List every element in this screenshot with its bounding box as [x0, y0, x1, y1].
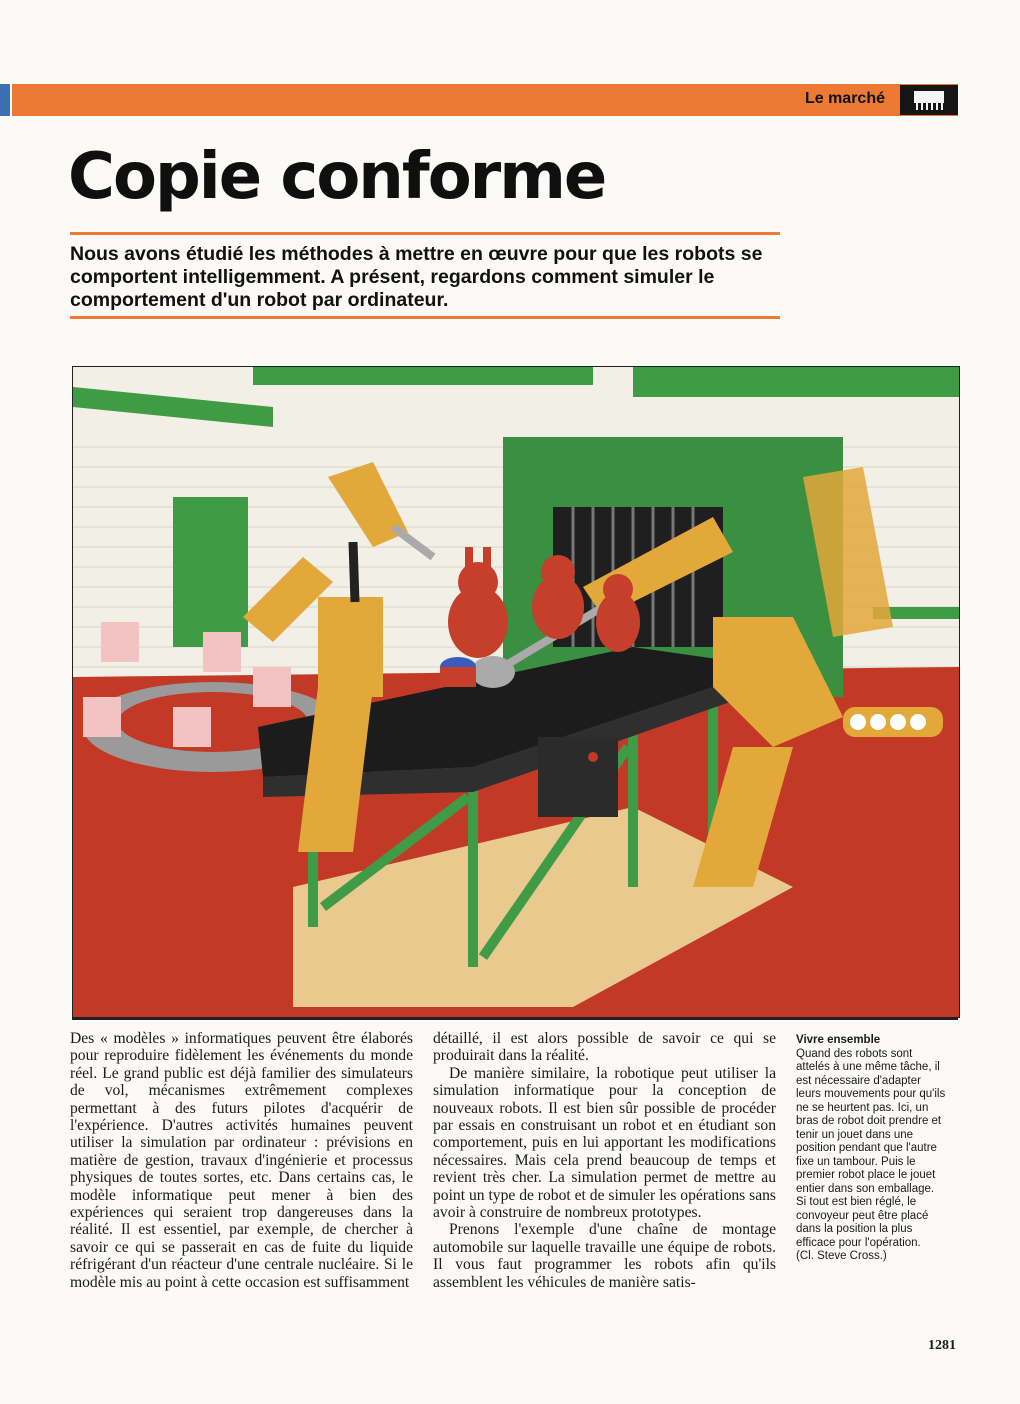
section-label: Le marché [804, 90, 885, 107]
factory-illustration [72, 366, 960, 1018]
lead-rule-top [70, 232, 780, 235]
text-column-1 [70, 1030, 413, 1291]
chip-icon [900, 85, 958, 115]
caption-text: Quand des robots sont attelés à une même tâche, il est nécessaire d'adapter leurs mouvements pour qu'ils ne se heurtent pas. Ici, un bras de robot doit prendre et tenir un jouet dans une position pendant que l'autre fixe un tambour. Puis le premier robot place le jouet entier dans son emballage. Si tout est bien réglé, le convoyeur peut être placé dans la position la plus efficace pour l'opération. [796, 1047, 946, 1249]
paragraph: Des « modèles » informatiques peuvent être élaborés pour reproduire fidèlement les événements du monde réel. Le grand public est déjà familier des simulateurs de vol, mécanismes extrêmement complexes permettant à des futurs pilotes d'acquérir de l'expérience. D'autres activités humaines peuvent utiliser la simulation par ordinateur : prévisions en matière de gestion, travaux d'ingénierie et processus physiques de toutes sortes, etc. Dans certains cas, le modèle informatique peut mener à bien des expériences qui seraient trop dangereuses dans la réalité. Il est essentiel, par exemple, de chercher à savoir ce qui se passerait en cas de fuite du liquide réfrigérant d'un réacteur d'une centrale nucléaire. Si le modèle mis au point à cette occasion est suffisamment [70, 1030, 413, 1291]
photo-credit: (Cl. Steve Cross.) [796, 1250, 887, 1262]
figure-caption [796, 1034, 946, 1264]
article-title: Copie conforme [68, 140, 606, 214]
paragraph: détaillé, il est alors possible de savoir ce qui se produirait dans la réalité. [433, 1030, 776, 1065]
figure-rule [72, 1018, 958, 1020]
paragraph: De manière similaire, la robotique peut utiliser la simulation informatique pour la conception de nouveaux robots. Il est bien sûr possible de procéder par essais en construisant un robot et en étudiant son comportement, puis en lui apportant les modifications nécessaires. Mais cela prend beaucoup de temps et revient très cher. La simulation permet de mettre au point un type de robot et de simuler les opérations sans avoir à construire de nombreux prototypes. [433, 1064, 776, 1222]
paragraph: Prenons l'exemple d'une chaîne de montage automobile sur laquelle travaille une équipe de robots. Il vous faut programmer les robots afin qu'ils assemblent les véhicules de manière satis- [433, 1221, 776, 1291]
lead-rule-bottom [70, 316, 780, 319]
margin-color-mark [0, 84, 10, 116]
caption-title: Vivre ensemble [796, 1034, 881, 1046]
article-lead: Nous avons étudié les méthodes à mettre en œuvre pour que les robots se comportent intelligemment. A présent, regardons comment simuler le comportement d'un robot par ordinateur. [70, 243, 763, 311]
page-number: 1281 [928, 1338, 956, 1353]
text-column-2 [433, 1030, 776, 1291]
